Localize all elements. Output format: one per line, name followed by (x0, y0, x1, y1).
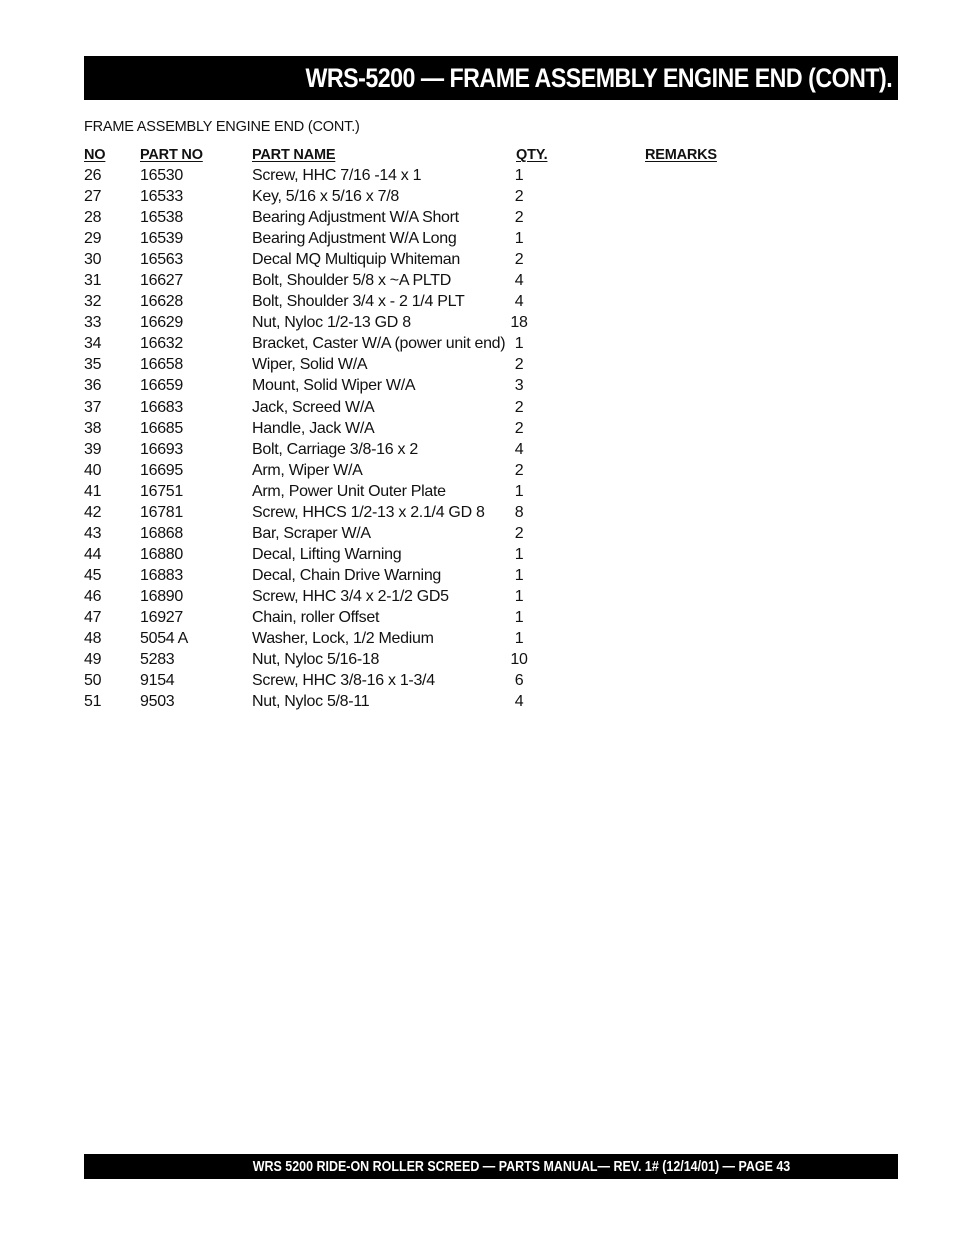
table-row (84, 439, 784, 460)
column-header-qty: QTY. (516, 147, 548, 163)
cell-qty: 1 (514, 587, 524, 605)
cell-qty: 18 (510, 314, 528, 332)
cell-no: 48 (84, 630, 102, 648)
cell-no: 33 (84, 314, 102, 332)
cell-no: 29 (84, 230, 102, 248)
cell-qty: 4 (514, 293, 524, 311)
cell-part-no: 16781 (140, 503, 183, 521)
cell-part-no: 16533 (140, 188, 183, 206)
cell-part-no: 16530 (140, 167, 183, 184)
cell-qty: 2 (514, 188, 524, 206)
cell-qty: 1 (514, 566, 524, 584)
column-header-part-no: PART NO (140, 147, 203, 163)
table-row (84, 544, 784, 565)
cell-no: 49 (84, 651, 102, 669)
cell-qty: 1 (514, 167, 524, 184)
table-row (84, 270, 784, 291)
cell-qty: 2 (514, 209, 524, 227)
cell-qty: 4 (514, 272, 524, 290)
cell-part-name: Bolt, Carriage 3/8-16 x 2 (252, 440, 418, 458)
cell-qty: 4 (514, 693, 524, 711)
column-header-part-name: PART NAME (252, 147, 336, 163)
cell-qty: 6 (514, 672, 524, 690)
table-row (84, 165, 784, 186)
cell-part-no: 16538 (140, 209, 183, 227)
cell-part-name: Wiper, Solid W/A (252, 356, 368, 374)
cell-part-name: Jack, Screed W/A (252, 398, 375, 416)
cell-no: 46 (84, 587, 102, 605)
cell-part-no: 16927 (140, 608, 183, 626)
cell-part-name: Nut, Nyloc 1/2-13 GD 8 (252, 314, 411, 332)
cell-no: 35 (84, 356, 102, 374)
table-row (84, 607, 784, 628)
cell-qty: 1 (514, 608, 524, 626)
cell-part-no: 16627 (140, 272, 183, 290)
table-row (84, 333, 784, 354)
cell-part-name: Screw, HHCS 1/2-13 x 2.1/4 GD 8 (252, 503, 485, 521)
table-row (84, 523, 784, 544)
table-row (84, 481, 784, 502)
cell-part-no: 16629 (140, 314, 183, 332)
cell-part-no: 16685 (140, 419, 183, 437)
cell-part-name: Bearing Adjustment W/A Long (252, 230, 457, 248)
cell-qty: 2 (514, 419, 524, 437)
cell-part-name: Arm, Power Unit Outer Plate (252, 482, 446, 500)
column-header-remarks: REMARKS (645, 147, 717, 163)
table-row (84, 586, 784, 607)
cell-part-name: Nut, Nyloc 5/16-18 (252, 651, 380, 669)
cell-part-no: 16880 (140, 545, 183, 563)
table-row (84, 460, 784, 481)
cell-part-name: Key, 5/16 x 5/16 x 7/8 (252, 188, 399, 206)
cell-part-no: 9154 (140, 672, 175, 690)
table-row (84, 207, 784, 228)
cell-no: 45 (84, 566, 102, 584)
cell-no: 51 (84, 693, 102, 711)
cell-no: 36 (84, 377, 102, 395)
table-row (84, 565, 784, 586)
table-row (84, 312, 784, 333)
cell-part-no: 16883 (140, 566, 183, 584)
cell-qty: 8 (514, 503, 524, 521)
table-row (84, 670, 784, 691)
cell-no: 31 (84, 272, 102, 290)
column-header-no: NO (84, 147, 106, 163)
cell-part-no: 16539 (140, 230, 183, 248)
cell-no: 28 (84, 209, 102, 227)
page-title: WRS-5200 — FRAME ASSEMBLY ENGINE END (CONT). (305, 62, 892, 93)
cell-part-name: Mount, Solid Wiper W/A (252, 377, 416, 395)
table-row (84, 354, 784, 375)
table-row (84, 249, 784, 270)
cell-part-no: 5283 (140, 651, 175, 669)
table-row (84, 628, 784, 649)
cell-qty: 3 (514, 377, 524, 395)
cell-part-name: Decal, Lifting Warning (252, 545, 402, 563)
cell-no: 26 (84, 167, 102, 184)
table-header-row (84, 145, 784, 165)
cell-qty: 2 (514, 251, 524, 269)
cell-part-no: 16890 (140, 587, 183, 605)
page-title-bar (84, 56, 898, 100)
cell-no: 42 (84, 503, 102, 521)
cell-no: 39 (84, 440, 102, 458)
cell-no: 38 (84, 419, 102, 437)
cell-no: 44 (84, 545, 102, 563)
cell-part-no: 16658 (140, 356, 183, 374)
cell-part-no: 16628 (140, 293, 183, 311)
cell-part-no: 5054 A (140, 630, 189, 648)
cell-qty: 2 (514, 356, 524, 374)
cell-part-name: Arm, Wiper W/A (252, 461, 363, 479)
cell-no: 30 (84, 251, 102, 269)
cell-qty: 1 (514, 545, 524, 563)
page-footer-text: WRS 5200 RIDE-ON ROLLER SCREED — PARTS MANUAL— REV. 1# (12/14/01) — PAGE 43 (252, 1158, 790, 1175)
cell-part-name: Handle, Jack W/A (252, 419, 375, 437)
table-row (84, 691, 784, 712)
cell-part-no: 16632 (140, 335, 183, 353)
cell-qty: 2 (514, 461, 524, 479)
cell-part-no: 16695 (140, 461, 183, 479)
table-row (84, 397, 784, 418)
table-body (84, 165, 784, 712)
cell-qty: 2 (514, 398, 524, 416)
cell-part-no: 16683 (140, 398, 183, 416)
cell-no: 34 (84, 335, 102, 353)
cell-part-name: Chain, roller Offset (252, 608, 380, 626)
table-row (84, 291, 784, 312)
cell-part-name: Screw, HHC 3/4 x 2-1/2 GD5 (252, 587, 449, 605)
cell-part-name: Bolt, Shoulder 3/4 x - 2 1/4 PLT (252, 293, 465, 311)
cell-part-no: 16563 (140, 251, 183, 269)
cell-part-name: Screw, HHC 7/16 -14 x 1 (252, 167, 422, 184)
cell-part-name: Bearing Adjustment W/A Short (252, 209, 459, 227)
cell-part-no: 9503 (140, 693, 175, 711)
cell-no: 43 (84, 524, 102, 542)
cell-qty: 1 (514, 335, 524, 353)
cell-part-no: 16659 (140, 377, 183, 395)
cell-no: 27 (84, 188, 102, 206)
cell-part-name: Washer, Lock, 1/2 Medium (252, 630, 434, 648)
cell-no: 40 (84, 461, 102, 479)
parts-table (84, 145, 784, 712)
cell-qty: 1 (514, 482, 524, 500)
section-title: FRAME ASSEMBLY ENGINE END (CONT.) (84, 119, 360, 135)
cell-no: 41 (84, 482, 102, 500)
cell-qty: 10 (510, 651, 528, 669)
cell-part-name: Decal MQ Multiquip Whiteman (252, 251, 460, 269)
cell-part-name: Screw, HHC 3/8-16 x 1-3/4 (252, 672, 435, 690)
cell-qty: 4 (514, 440, 524, 458)
cell-qty: 2 (514, 524, 524, 542)
table-row (84, 375, 784, 396)
cell-part-no: 16751 (140, 482, 183, 500)
cell-part-no: 16693 (140, 440, 183, 458)
page-footer-bar (84, 1154, 898, 1179)
cell-part-name: Bar, Scraper W/A (252, 524, 371, 542)
cell-part-name: Bolt, Shoulder 5/8 x ~A PLTD (252, 272, 451, 290)
table-row (84, 418, 784, 439)
cell-part-name: Nut, Nyloc 5/8-11 (252, 693, 370, 711)
cell-no: 50 (84, 672, 102, 690)
cell-part-name: Bracket, Caster W/A (power unit end) (252, 335, 506, 353)
table-row (84, 228, 784, 249)
cell-no: 37 (84, 398, 102, 416)
table-row (84, 502, 784, 523)
cell-qty: 1 (514, 630, 524, 648)
cell-no: 32 (84, 293, 102, 311)
table-row (84, 186, 784, 207)
cell-qty: 1 (514, 230, 524, 248)
cell-part-no: 16868 (140, 524, 183, 542)
cell-no: 47 (84, 608, 102, 626)
cell-part-name: Decal, Chain Drive Warning (252, 566, 442, 584)
table-row (84, 649, 784, 670)
